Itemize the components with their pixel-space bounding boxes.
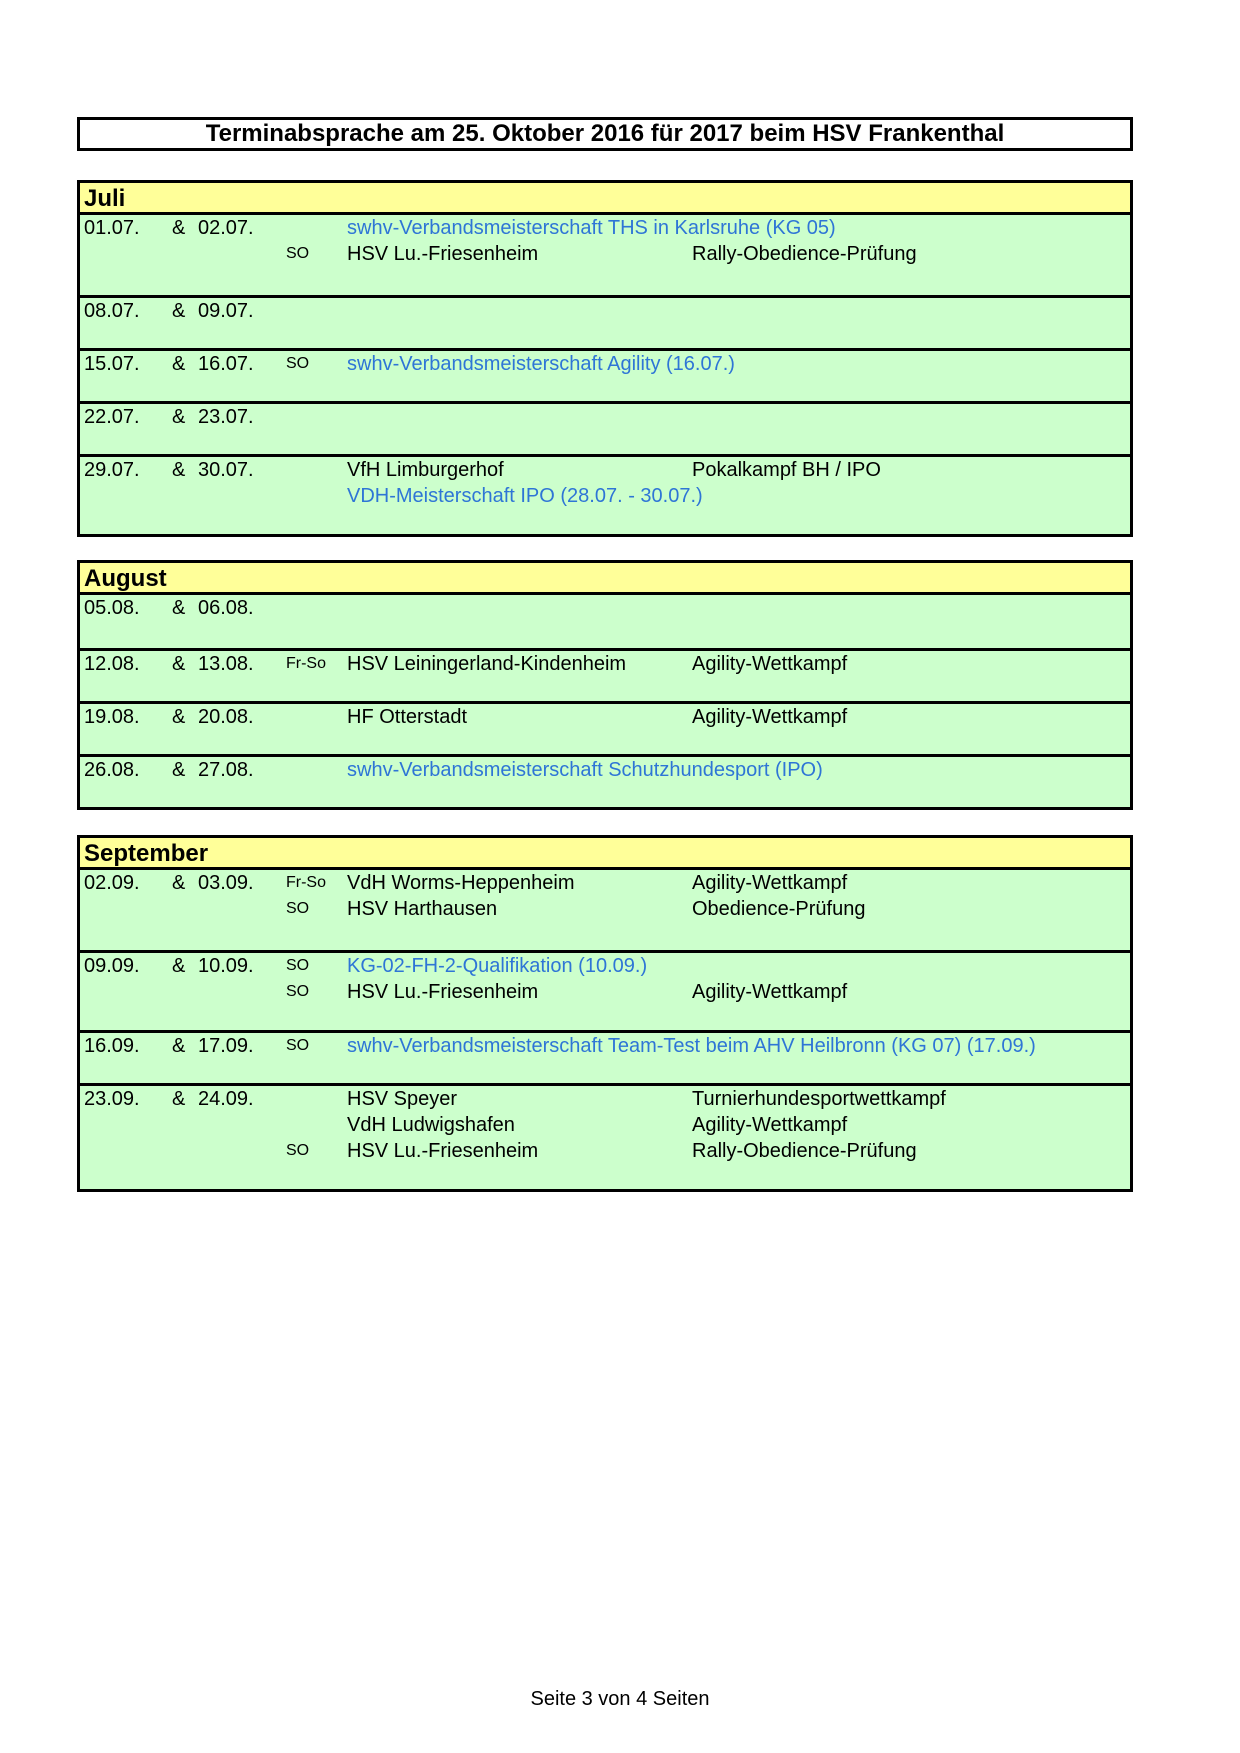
- event-name: HSV Lu.-Friesenheim: [347, 981, 539, 1003]
- weekday-label: SO: [286, 245, 310, 262]
- event-line: [80, 757, 1130, 783]
- event-type: Rally-Obedience-Prüfung: [692, 1140, 917, 1162]
- date-separator: &: [172, 353, 186, 375]
- week-row: [80, 401, 1130, 454]
- event-type: Agility-Wettkampf: [692, 1114, 848, 1136]
- page-footer: Seite 3 von 4 Seiten: [530, 1688, 710, 1710]
- event-name: HSV Leiningerland-Kindenheim: [347, 653, 627, 675]
- weekday-label: SO: [286, 1037, 310, 1054]
- event-line: [80, 979, 1130, 1005]
- event-line: [80, 1033, 1130, 1059]
- date-separator: &: [172, 217, 186, 239]
- event-line: [80, 1138, 1130, 1164]
- month-section-september: [77, 835, 1133, 1192]
- week-row: [80, 295, 1130, 348]
- event-name: swhv-Verbandsmeisterschaft Agility (16.07.): [347, 353, 735, 375]
- event-line: [80, 457, 1130, 483]
- event-line: [80, 651, 1130, 677]
- month-header: Juli: [80, 183, 1130, 215]
- event-line: [80, 1112, 1130, 1138]
- date-start: 26.08.: [84, 759, 140, 781]
- event-type: Obedience-Prüfung: [692, 898, 866, 920]
- event-line: [80, 241, 1130, 267]
- event-line: [80, 896, 1130, 922]
- date-start: 09.09.: [84, 955, 140, 977]
- event-line: [80, 870, 1130, 896]
- date-start: 16.09.: [84, 1035, 140, 1057]
- week-row: [80, 215, 1130, 295]
- week-row: [80, 595, 1130, 648]
- date-separator: &: [172, 597, 186, 619]
- event-name: HSV Harthausen: [347, 898, 498, 920]
- weekday-label: SO: [286, 900, 310, 917]
- date-start: 23.09.: [84, 1088, 140, 1110]
- date-end: 27.08.: [198, 759, 254, 781]
- event-type: Agility-Wettkampf: [692, 653, 848, 675]
- event-type: Rally-Obedience-Prüfung: [692, 243, 917, 265]
- date-end: 10.09.: [198, 955, 254, 977]
- event-type: Agility-Wettkampf: [692, 981, 848, 1003]
- event-name: HSV Lu.-Friesenheim: [347, 1140, 539, 1162]
- date-end: 06.08.: [198, 597, 254, 619]
- week-row: [80, 348, 1130, 401]
- month-section-juli: [77, 180, 1133, 537]
- month-section-august: [77, 560, 1133, 810]
- event-line: [80, 351, 1130, 377]
- month-header: August: [80, 563, 1130, 595]
- date-separator: &: [172, 653, 186, 675]
- event-type: Turnierhundesportwettkampf: [692, 1088, 946, 1110]
- date-separator: &: [172, 1035, 186, 1057]
- event-name: VdH Worms-Heppenheim: [347, 872, 575, 894]
- date-separator: &: [172, 1088, 186, 1110]
- event-line: [80, 595, 1130, 621]
- week-row: [80, 648, 1130, 701]
- date-separator: &: [172, 406, 186, 428]
- date-start: 19.08.: [84, 706, 140, 728]
- date-separator: &: [172, 955, 186, 977]
- week-row: [80, 454, 1130, 534]
- event-type: Pokalkampf BH / IPO: [692, 459, 881, 481]
- event-line: [80, 1086, 1130, 1112]
- event-name: swhv-Verbandsmeisterschaft Team-Test beim AHV Heilbronn (KG 07) (17.09.): [347, 1035, 1036, 1057]
- date-end: 16.07.: [198, 353, 254, 375]
- event-name: swhv-Verbandsmeisterschaft Schutzhundesport (IPO): [347, 759, 823, 781]
- date-start: 15.07.: [84, 353, 140, 375]
- weekday-label: SO: [286, 1142, 310, 1159]
- event-type: Agility-Wettkampf: [692, 706, 848, 728]
- week-row: [80, 754, 1130, 807]
- date-start: 02.09.: [84, 872, 140, 894]
- date-start: 01.07.: [84, 217, 140, 239]
- event-name: VdH Ludwigshafen: [347, 1114, 515, 1136]
- date-start: 29.07.: [84, 459, 140, 481]
- event-name: VDH-Meisterschaft IPO (28.07. - 30.07.): [347, 485, 703, 507]
- weekday-label: SO: [286, 957, 310, 974]
- date-end: 09.07.: [198, 300, 254, 322]
- page-title: Terminabsprache am 25. Oktober 2016 für 2017 beim HSV Frankenthal: [77, 117, 1133, 151]
- event-name: swhv-Verbandsmeisterschaft THS in Karlsruhe (KG 05): [347, 217, 836, 239]
- date-separator: &: [172, 459, 186, 481]
- date-start: 05.08.: [84, 597, 140, 619]
- event-name: HF Otterstadt: [347, 706, 468, 728]
- date-end: 30.07.: [198, 459, 254, 481]
- weekday-label: Fr-So: [286, 655, 326, 672]
- weekday-label: Fr-So: [286, 874, 326, 891]
- event-line: [80, 404, 1130, 430]
- date-separator: &: [172, 706, 186, 728]
- event-line: [80, 953, 1130, 979]
- event-line: [80, 704, 1130, 730]
- event-line: [80, 215, 1130, 241]
- event-name: VfH Limburgerhof: [347, 459, 504, 481]
- week-row: [80, 950, 1130, 1030]
- date-end: 03.09.: [198, 872, 254, 894]
- event-type: Agility-Wettkampf: [692, 872, 848, 894]
- date-end: 13.08.: [198, 653, 254, 675]
- event-name: HSV Speyer: [347, 1088, 458, 1110]
- month-header: September: [80, 838, 1130, 870]
- date-start: 22.07.: [84, 406, 140, 428]
- date-end: 24.09.: [198, 1088, 254, 1110]
- date-start: 08.07.: [84, 300, 140, 322]
- weekday-label: SO: [286, 983, 310, 1000]
- date-separator: &: [172, 759, 186, 781]
- event-line: [80, 483, 1130, 509]
- week-row: [80, 1030, 1130, 1083]
- date-end: 23.07.: [198, 406, 254, 428]
- date-start: 12.08.: [84, 653, 140, 675]
- date-end: 20.08.: [198, 706, 254, 728]
- week-row: [80, 701, 1130, 754]
- event-name: HSV Lu.-Friesenheim: [347, 243, 539, 265]
- week-row: [80, 1083, 1130, 1189]
- date-end: 17.09.: [198, 1035, 254, 1057]
- date-separator: &: [172, 300, 186, 322]
- event-name: KG-02-FH-2-Qualifikation (10.09.): [347, 955, 648, 977]
- event-line: [80, 298, 1130, 324]
- date-separator: &: [172, 872, 186, 894]
- week-row: [80, 870, 1130, 950]
- weekday-label: SO: [286, 355, 310, 372]
- date-end: 02.07.: [198, 217, 254, 239]
